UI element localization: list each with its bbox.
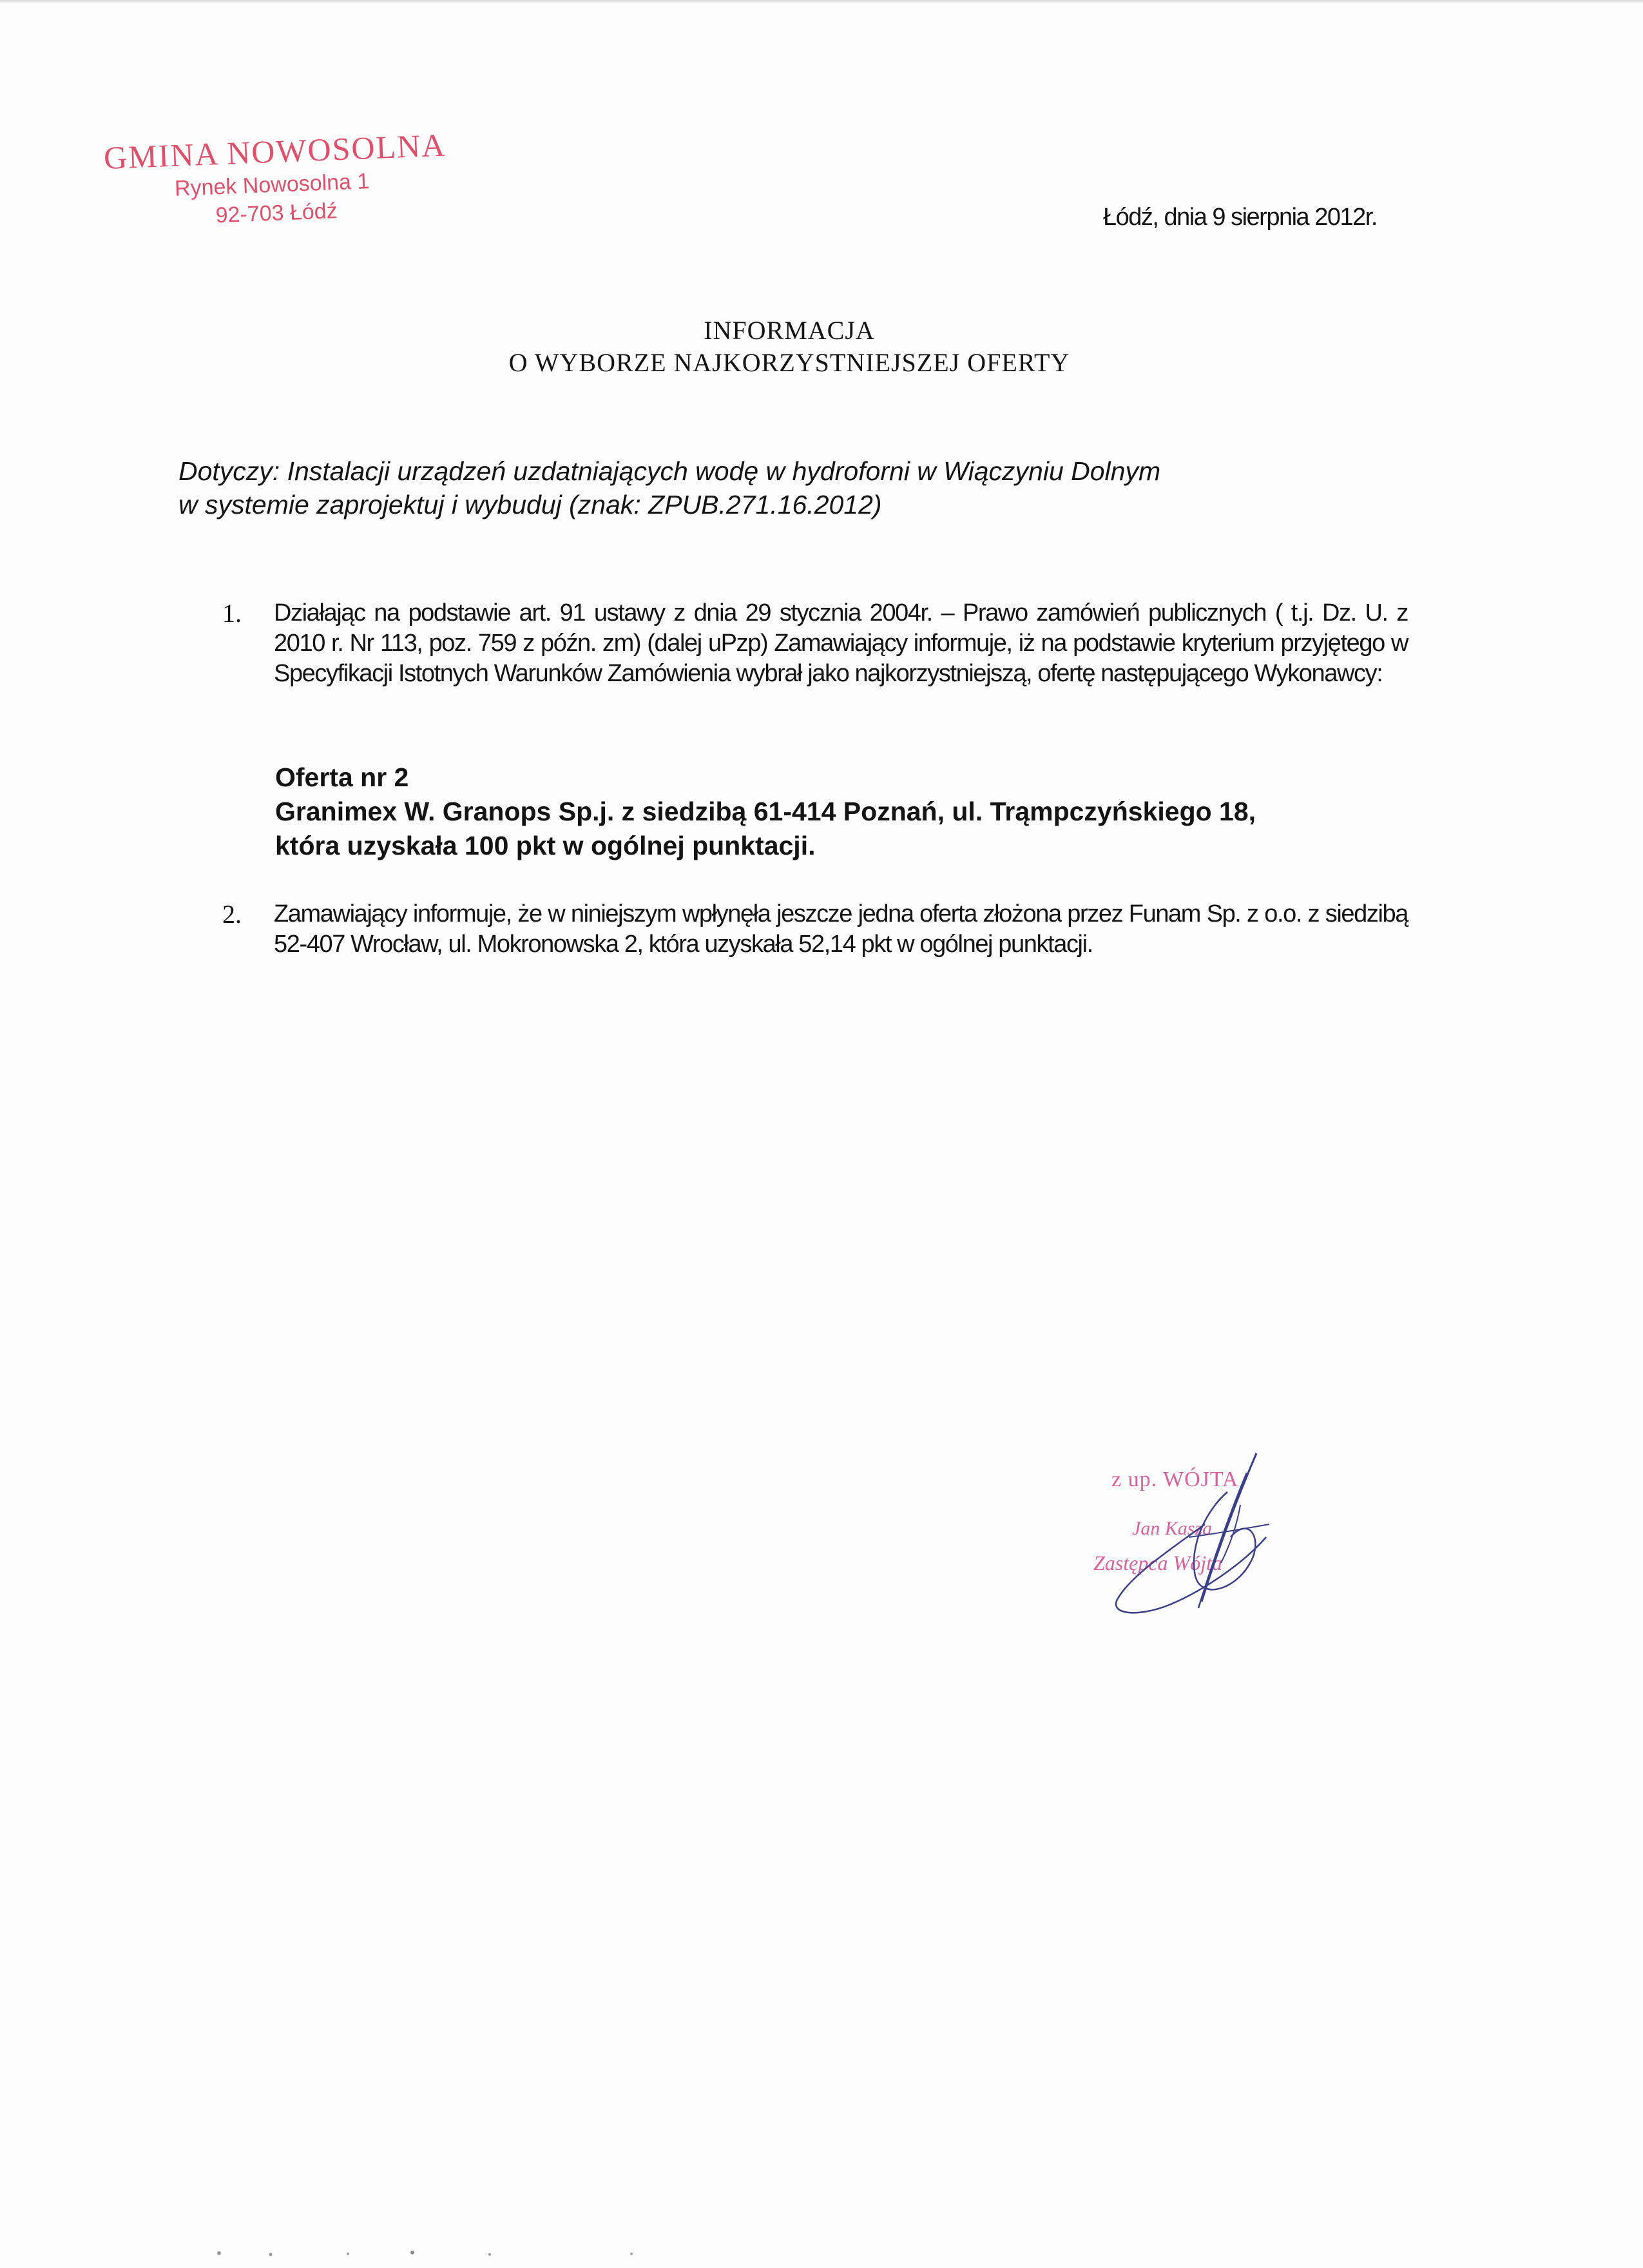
signature-stamp-line-1: z up. WÓJTA: [1111, 1468, 1239, 1491]
signature-stamp-line-3: Zastępca Wójta: [1093, 1551, 1222, 1575]
list-item-number: 2.: [222, 900, 242, 929]
list-item-number: 1.: [222, 599, 242, 628]
selected-offer: [275, 761, 1435, 863]
stamp-city: 92-703 Łódź: [215, 199, 338, 228]
handwritten-signature: [1092, 1447, 1305, 1627]
list-item-1: [222, 598, 1414, 727]
document-date: Łódź, dnia 9 sierpnia 2012r.: [1103, 204, 1377, 231]
offer-number: Oferta nr 2: [275, 762, 409, 792]
offer-contractor: Granimex W. Granops Sp.j. z siedzibą 61-414 Poznań, ul. Trąmpczyńskiego 18,: [275, 797, 1256, 826]
regarding-line-2: w systemie zaprojektuj i wybuduj (znak: ZPUB.271.16.2012): [178, 490, 882, 519]
title-line-1: INFORMACJA: [704, 316, 875, 345]
signature-stamp-line-2: Jan Kasza: [1132, 1518, 1213, 1539]
municipality-stamp: [103, 125, 467, 234]
document-title: [258, 315, 1321, 379]
list-item-text: Działając na podstawie art. 91 ustawy z dnia 29 stycznia 2004r. – Prawo zamówień publicznych ( t.j. Dz. U. z 2010 r. Nr 113, poz. 759 z późn. zm) (dalej uPzp) Zamawiający informuje, iż na podstawie kryterium przyjętego w Specyfikacji Istotnych Warunków Zamówienia wybrał jako najkorzystniejszą, ofertę następującego Wykonawcy:: [274, 599, 1408, 687]
stamp-street: Rynek Nowosolna 1: [174, 169, 370, 201]
scan-edge: [0, 0, 1643, 4]
regarding-subject: [178, 454, 1403, 521]
list-item-2: [222, 899, 1414, 970]
title-line-2: O WYBORZE NAJKORZYSTNIEJSZEJ OFERTY: [508, 348, 1070, 377]
regarding-line-1: Dotyczy: Instalacji urządzeń uzdatniających wodę w hydroforni w Wiączyniu Dolnym: [178, 456, 1161, 486]
offer-score: która uzyskała 100 pkt w ogólnej punktacji.: [275, 831, 816, 860]
scan-specks: [0, 2217, 1643, 2268]
list-item-text: Zamawiający informuje, że w niniejszym wpłynęła jeszcze jedna oferta złożona przez Funam Sp. z o.o. z siedzibą 52-407 Wrocław, ul. Mokronowska 2, która uzyskała 52,14 pkt w ogólnej punktacji.: [274, 900, 1408, 958]
stamp-name: GMINA NOWOSOLNA: [103, 126, 447, 176]
